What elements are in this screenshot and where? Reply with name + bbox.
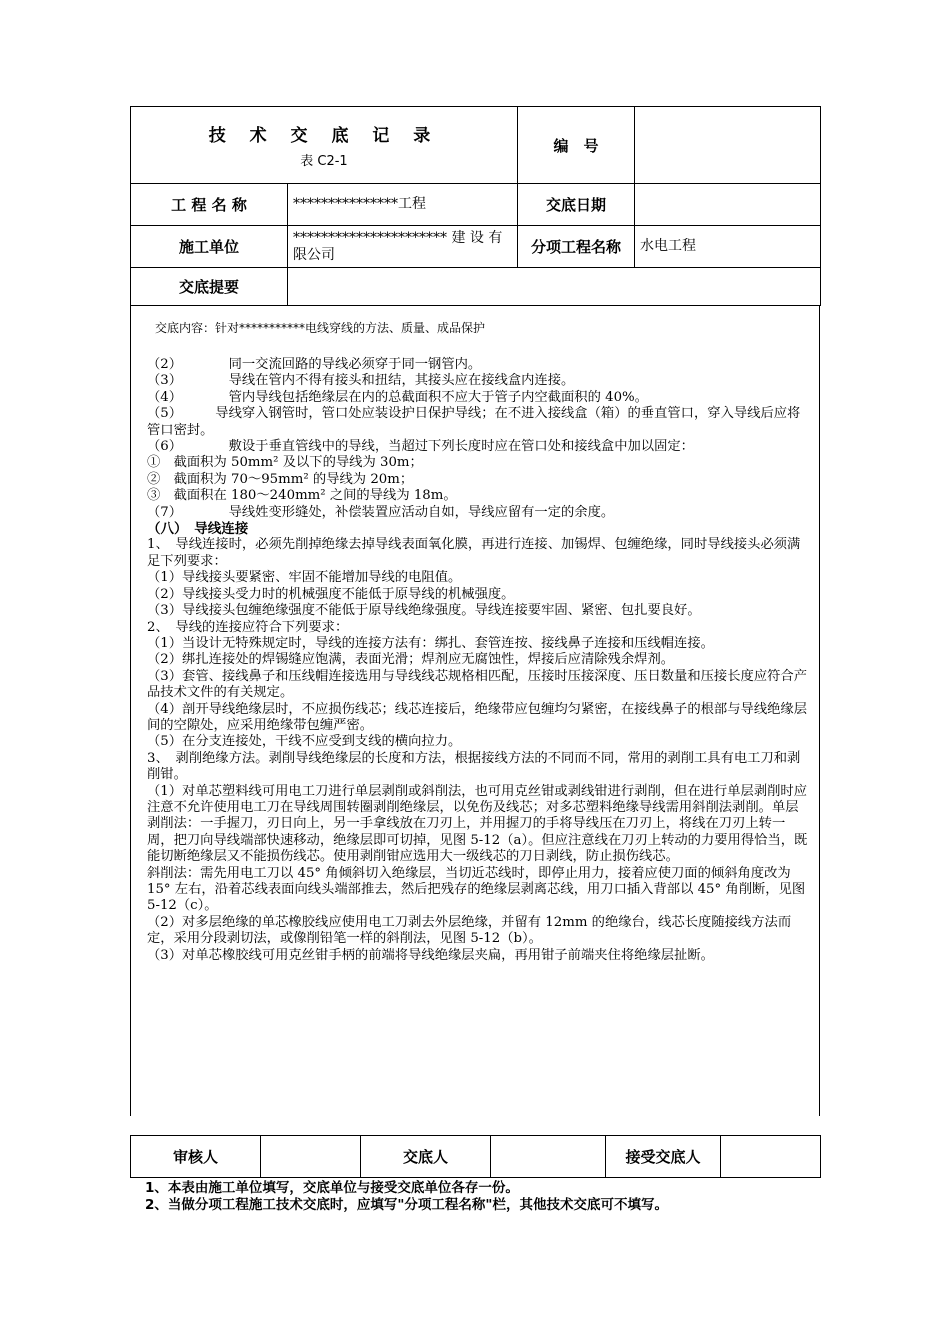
reviewer-label: 审核人	[131, 1136, 261, 1178]
unit-value[interactable]: ********************** 建 设 有限公司	[288, 226, 518, 268]
unit-label: 施工单位	[131, 226, 288, 268]
sub-project-value[interactable]: 水电工程	[635, 226, 821, 268]
header-table	[130, 106, 821, 306]
content-line: （4）剖开导线绝缘层时，不应损伤线芯；线芯连接后，绝缘带应包缠均匀紧密，在接线鼻子的根部与导线绝缘层间的空隙处，应采用绝缘带包缠严密。	[147, 701, 808, 733]
date-label: 交底日期	[518, 184, 635, 226]
summary-value[interactable]	[288, 268, 821, 306]
reviewer-signature-field[interactable]	[261, 1136, 361, 1178]
content-line: （1）对单芯塑料线可用电工刀进行单层剥削或斜削法，也可用克丝钳或剥线钳进行剥削，但在进行单层剥削时应注意不允许使用电工刀在导线周围转圈剥削绝缘层，以免伤及线芯；对多芯塑料绝缘导线需用斜削法剥削。单层剥削法：一手握刀，刃日向上，另一手拿线放在刀刃上，并用握刀的手将导线压在刀刃上，将线在刀刃上转一周，把刀向导线端部快速移动，绝缘层即可切掉，见图 5-12（a）。但应注意线在刀刃上转动的力要用得恰当，既能切断绝缘层又不能损伤线芯。使用剥削钳应选用大一级线芯的刀日剥线，防止损伤线芯。	[147, 783, 808, 865]
content-line: 3、 剥削绝缘方法。剥削导线绝缘层的长度和方法，根据接线方法的不同而不同，常用的剥削工具有电工刀和剥削钳。	[147, 750, 801, 783]
content-line: （3）导线接头包缠绝缘强度不能低于原导线绝缘强度。导线连接要牢固、紧密、包扎要良好。	[147, 603, 701, 619]
content-line: （3） 导线在管内不得有接头和扭结，其接头应在接线盒内连接。	[147, 373, 575, 389]
content-line: （7） 导线姓变形缝处，补偿装置应活动自如，导线应留有一定的余度。	[147, 504, 615, 520]
disclosure-content-box	[130, 305, 820, 1116]
content-line: ② 截面积为 70～95mm² 的导线为 20m；	[147, 471, 414, 487]
content-text	[147, 357, 811, 964]
sub-project-label: 分项工程名称	[518, 226, 635, 268]
content-line: （2）导线接头受力时的机械强度不能低于原导线的机械强度。	[147, 586, 515, 602]
content-line: （2）对多层绝缘的单芯橡胶线应使用电工刀剥去外层绝缘，并留有 12mm 的绝缘台，线芯长度随接线方法而定，采用分段剥切法，或像削铅笔一样的斜削法，见图 5-12（b）。	[147, 914, 792, 947]
signature-table	[130, 1135, 821, 1178]
content-intro: 交底内容：针对***********电线穿线的方法、质量、成品保护	[155, 321, 486, 335]
content-line: （6） 敷设于垂直管线中的导线，当超过下列长度时应在管口处和接线盒中加以固定：	[147, 439, 694, 455]
section-heading: （八） 导线连接	[147, 521, 249, 538]
project-name-label: 工 程 名 称	[131, 184, 288, 226]
content-line: （5）在分支连接处，干线不应受到支线的横向拉力。	[147, 734, 462, 750]
number-value[interactable]	[635, 107, 821, 184]
content-line: ③ 截面积在 180～240mm² 之间的导线为 18m。	[147, 488, 457, 504]
content-line: （3）对单芯橡胶线可用克丝钳手柄的前端将导线绝缘层夹扁，再用钳子前端夹住将绝缘层扯断。	[147, 947, 714, 963]
discloser-label: 交底人	[361, 1136, 491, 1178]
content-line: 1、 导线连接时，必须先削掉绝缘去掉导线表面氧化膜，再进行连接、加锡焊、包缠绝缘，同时导线接头必须满足下列要求：	[147, 537, 801, 569]
content-line: （3）套管、接线鼻子和压线帽连接选用与导线线芯规格相匹配，压接时压接深度、压日数量和压接长度应符合产品技术文件的有关规定。	[147, 668, 808, 701]
content-line: 斜削法：需先用电工刀以 45° 角倾斜切入绝缘层，当切近芯线时，即停止用力，接着应使刀面的倾斜角度改为 15° 左右，沿着芯线表面向线头端部推去，然后把残存的绝缘层剥离芯线，用刀口插入背部以 45° 角削断，见图 5-12（c）。	[147, 865, 806, 914]
content-line: （4） 管内导线包括绝缘层在内的总截面积不应大于管子内空截面积的 40%。	[147, 389, 648, 405]
note-line: 1、本表由施工单位填写，交底单位与接受交底单位各存一份。	[145, 1180, 519, 1196]
date-value[interactable]	[635, 184, 821, 226]
discloser-signature-field[interactable]	[491, 1136, 606, 1178]
title-cell	[131, 107, 518, 184]
number-label: 编 号	[518, 107, 635, 184]
content-line: 2、 导线的连接应符合下列要求：	[147, 619, 349, 635]
note-line: 2、当做分项工程施工技术交底时，应填写"分项工程名称"栏，其他技术交底可不填写。	[145, 1197, 668, 1213]
document-title: 技 术 交 底 记 录	[208, 126, 440, 146]
content-line: ① 截面积为 50mm² 及以下的导线为 30m；	[147, 455, 423, 471]
form-code: 表 C2-1	[300, 154, 348, 169]
summary-label: 交底提要	[131, 268, 288, 306]
content-line: （2） 同一交流回路的导线必须穿于同一钢管内。	[147, 357, 482, 372]
receiver-label: 接受交底人	[606, 1136, 721, 1178]
content-line: （5） 导线穿入钢管时，管口处应装设护日保护导线；在不进入接线盒（箱）的垂直管口，穿入导线后应将管口密封。	[147, 406, 801, 438]
project-name-value[interactable]: ***************工程	[288, 184, 518, 226]
content-line: （1）当设计无特殊规定时，导线的连接方法有：绑扎、套管连按、接线鼻子连接和压线帽连接。	[147, 635, 714, 651]
receiver-signature-field[interactable]	[721, 1136, 821, 1178]
form-notes	[145, 1180, 668, 1214]
content-line: （1）导线接头要紧密、牢固不能增加导线的电阻值。	[147, 570, 462, 586]
content-line: （2）绑扎连接处的焊锡缝应饱满，表面光滑；焊剂应无腐蚀性，焊接后应清除残余焊剂。	[147, 652, 675, 668]
